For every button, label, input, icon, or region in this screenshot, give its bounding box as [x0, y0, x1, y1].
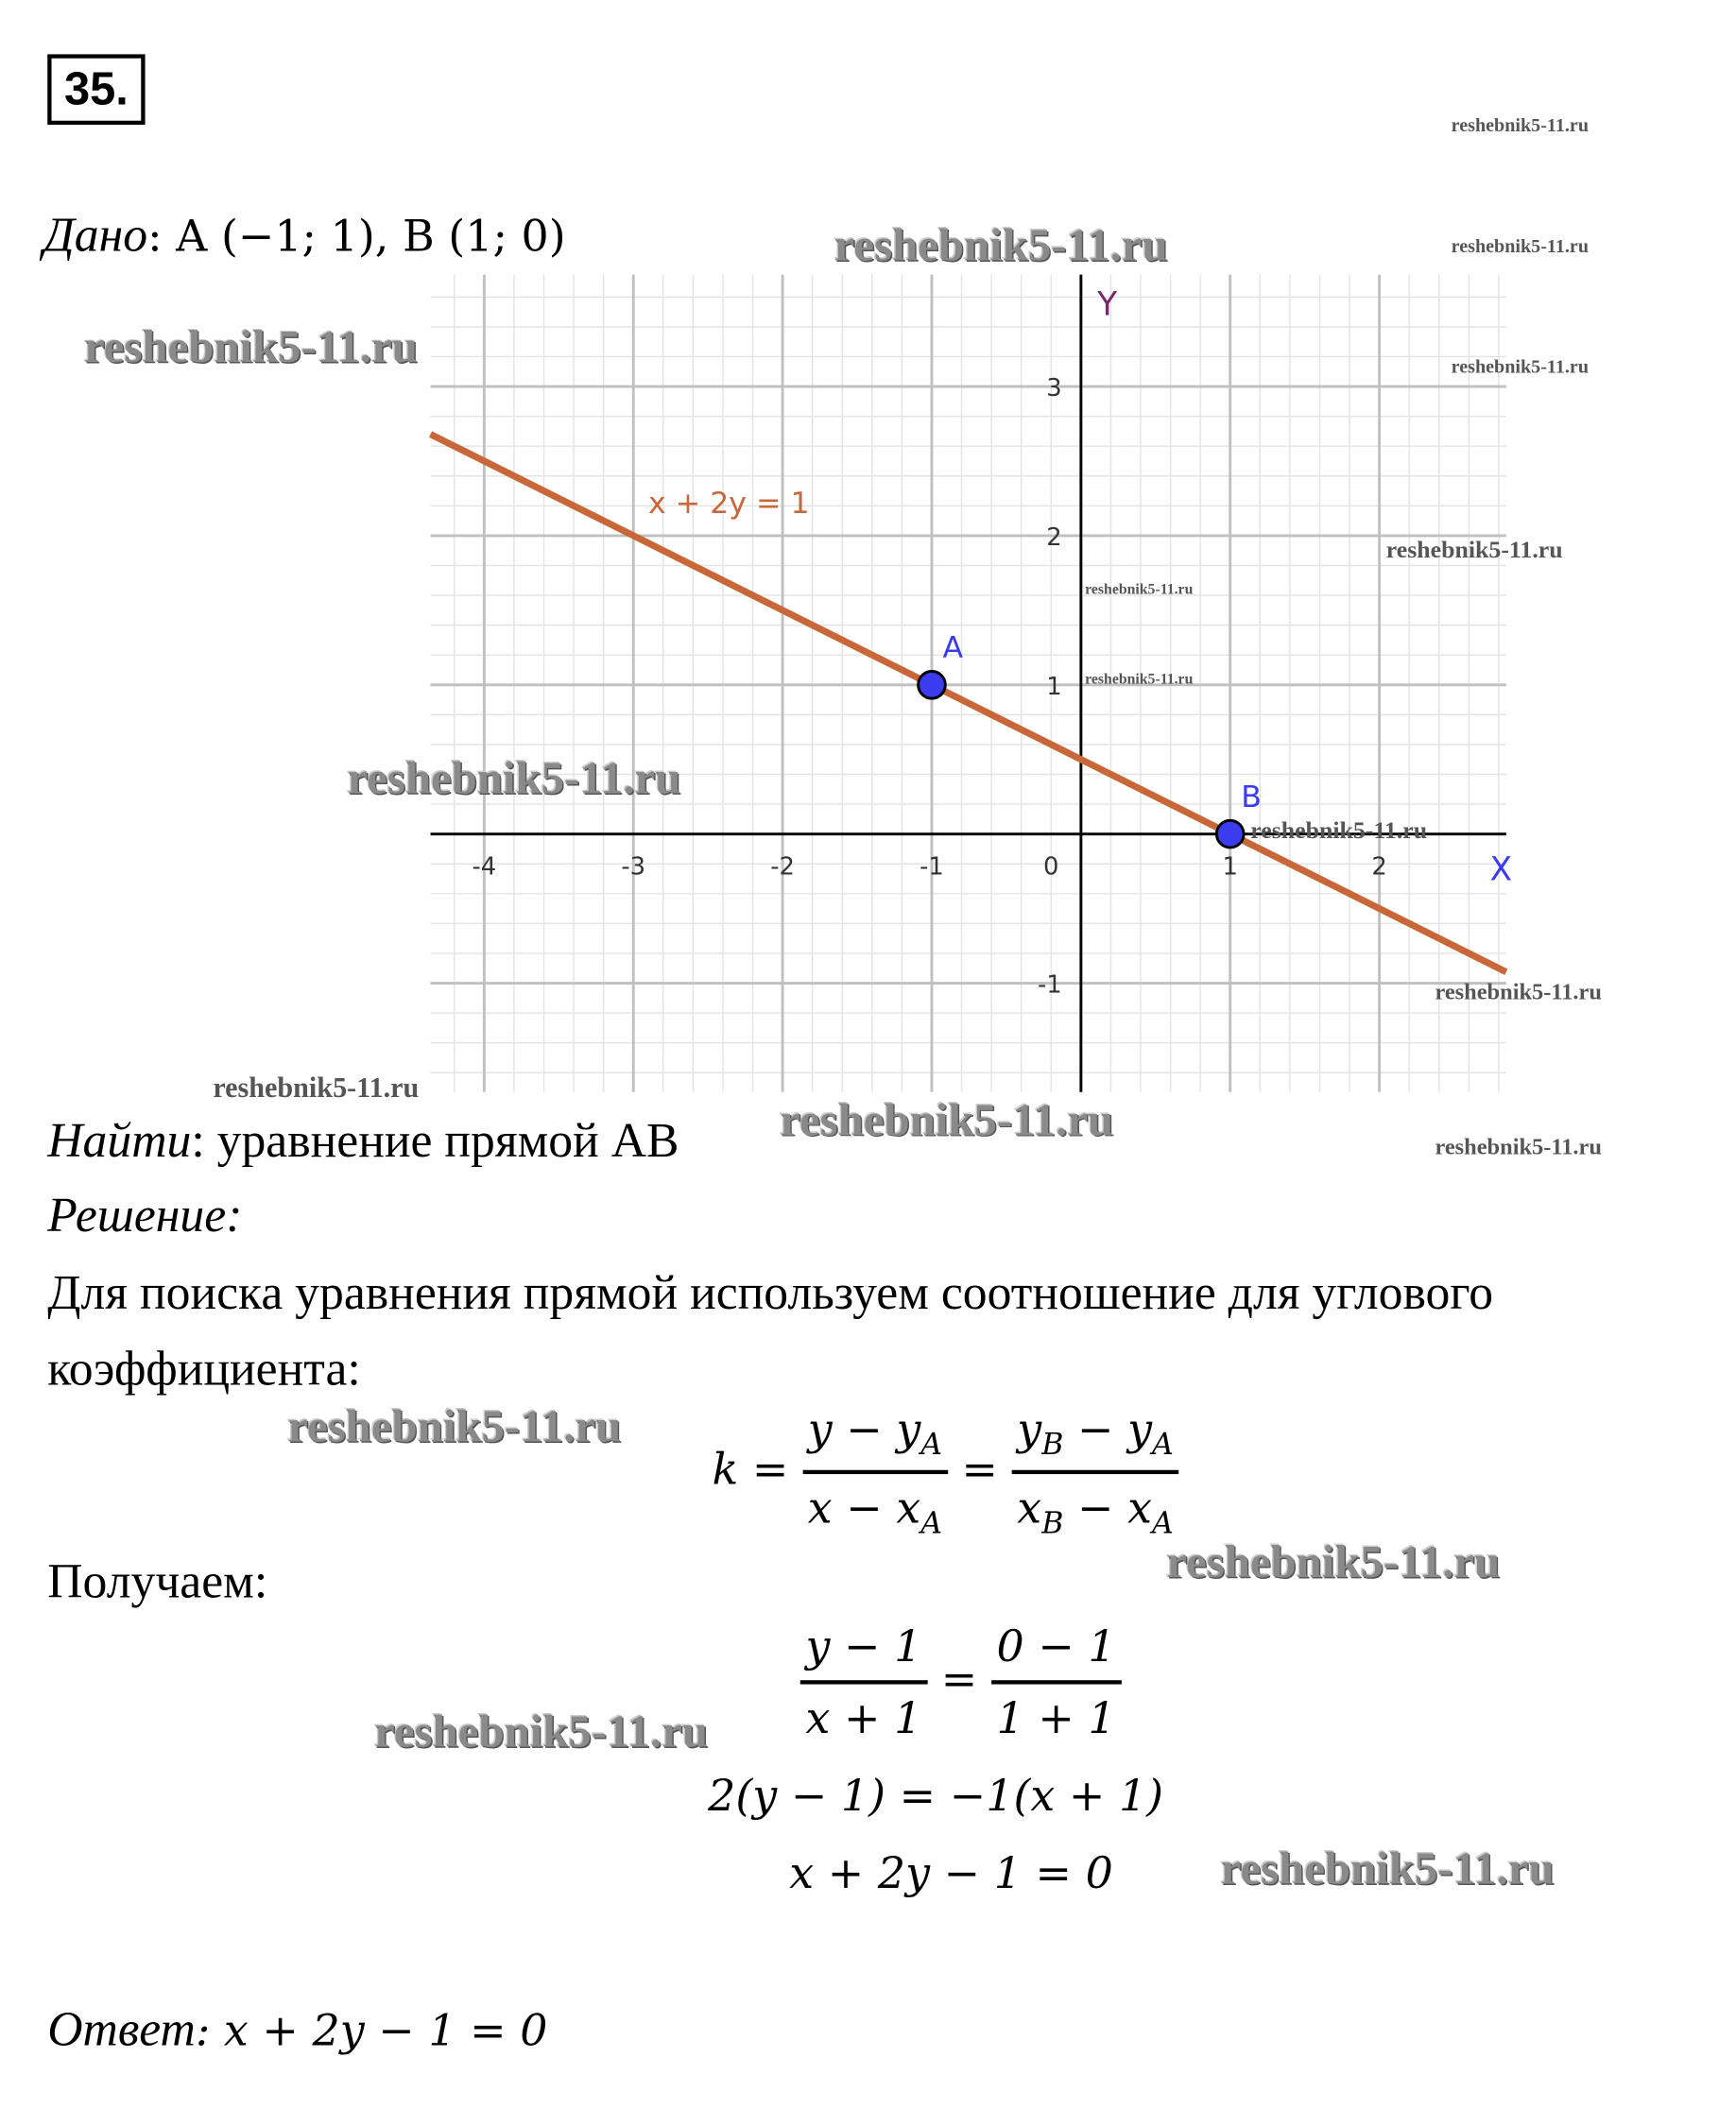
x-tick-label: -1 — [920, 852, 944, 882]
result-label: Получаем: — [47, 1553, 268, 1609]
y-tick-label: 3 — [1046, 374, 1062, 403]
find-label: Найти — [47, 1113, 192, 1168]
coordinate-graph — [407, 271, 1547, 1112]
slope-formula — [712, 1403, 1178, 1541]
watermark: reshebnik5-11.ru — [1250, 815, 1428, 844]
watermark: reshebnik5-11.ru — [1085, 671, 1194, 688]
answer-label: Ответ — [47, 2001, 196, 2056]
y-tick-label: -1 — [1037, 970, 1062, 1000]
point-label: A — [942, 631, 964, 666]
x-axis-label: X — [1489, 850, 1513, 889]
solution-label: Решение: — [47, 1188, 243, 1243]
fraction-2: $\frac{y_B - y_A}{x_B - x_A}$ — [1012, 1403, 1179, 1541]
watermark: reshebnik5-11.ru — [1435, 979, 1602, 1005]
x-tick-label: 0 — [1043, 852, 1059, 882]
step-3: x + 2y − 1 = 0 — [789, 1846, 1113, 1899]
line-series — [431, 435, 1506, 972]
watermark: reshebnik5-11.ru — [83, 322, 418, 373]
watermark: reshebnik5-11.ru — [1451, 237, 1590, 258]
x-tick-label: 2 — [1371, 852, 1387, 882]
given-line — [43, 206, 566, 263]
watermark: reshebnik5-11.ru — [1166, 1537, 1501, 1588]
watermark: reshebnik5-11.ru — [780, 1095, 1114, 1146]
line-label: x + 2y = 1 — [648, 487, 810, 522]
step-1: $\frac{y - 1}{x + 1}$ = $\frac{0 - 1}{1 + 1}$ — [800, 1620, 1122, 1744]
y-tick-label: 1 — [1046, 672, 1062, 701]
watermark: reshebnik5-11.ru — [834, 220, 1168, 272]
watermark: reshebnik5-11.ru — [347, 753, 681, 805]
watermark: reshebnik5-11.ru — [1385, 535, 1563, 563]
watermark: reshebnik5-11.ru — [374, 1706, 709, 1758]
watermark: reshebnik5-11.ru — [287, 1401, 622, 1453]
find-line — [47, 1112, 679, 1169]
formula-lhs: k = — [712, 1443, 789, 1496]
paragraph-line-2: коэффициента: — [47, 1341, 361, 1396]
watermark: reshebnik5-11.ru — [1435, 1133, 1602, 1160]
step-2: 2(y − 1) = −1(x + 1) — [708, 1769, 1164, 1822]
x-tick-label: 1 — [1222, 852, 1238, 882]
point-b — [1216, 820, 1244, 848]
point-label: B — [1241, 780, 1262, 814]
formula-eq: = — [961, 1443, 998, 1496]
problem-number: 35. — [47, 54, 145, 125]
x-tick-label: -4 — [472, 852, 497, 882]
y-tick-label: 2 — [1046, 523, 1062, 552]
answer-text: : x + 2y − 1 = 0 — [195, 2004, 548, 2056]
y-axis-label: Y — [1097, 285, 1118, 324]
answer-line — [47, 2000, 547, 2057]
fraction-1: $\frac{y - y_A}{x - x_A}$ — [802, 1403, 948, 1541]
watermark: reshebnik5-11.ru — [1085, 581, 1194, 598]
watermark: reshebnik5-11.ru — [213, 1071, 420, 1105]
x-tick-label: -3 — [621, 852, 646, 882]
point-a — [919, 671, 946, 698]
given-text: : A (−1; 1), B (1; 0) — [147, 210, 566, 262]
find-text: : уравнение прямой AB — [191, 1113, 679, 1168]
x-tick-label: -2 — [770, 852, 795, 882]
watermark: reshebnik5-11.ru — [1451, 116, 1590, 137]
watermark: reshebnik5-11.ru — [1220, 1843, 1555, 1895]
given-label: Дано — [43, 207, 148, 262]
watermark: reshebnik5-11.ru — [1451, 357, 1590, 379]
paragraph-line-1: Для поиска уравнения прямой используем соотношение для углового — [47, 1265, 1494, 1320]
